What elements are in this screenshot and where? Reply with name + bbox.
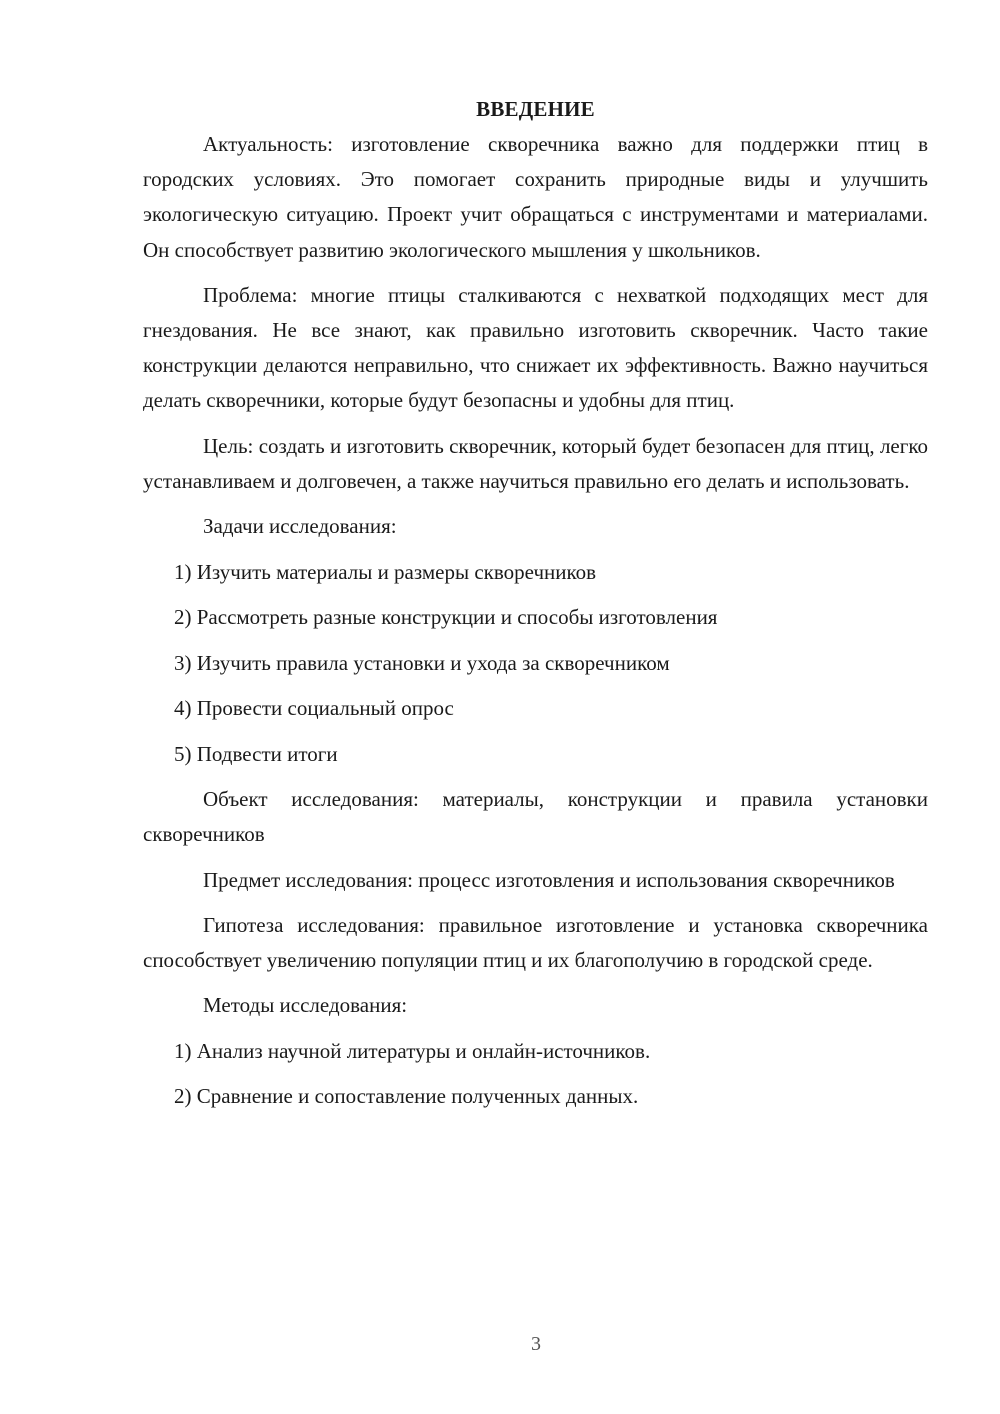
methods-title: Методы исследования: bbox=[203, 993, 408, 1018]
task-item: 5) Подвести итоги bbox=[174, 741, 338, 766]
goal-paragraph: Цель: создать и изготовить скворечник, который будет безопасен для птиц, легко устанавливаем и долговечен, а также научиться правильно его делать и использовать. bbox=[143, 433, 928, 493]
task-item: 4) Провести социальный опрос bbox=[174, 696, 454, 721]
method-item: 1) Анализ научной литературы и онлайн-источников. bbox=[174, 1038, 651, 1063]
relevance-paragraph: Актуальность: изготовление скворечника важно для поддержки птиц в городских условиях. Это помогает сохранить природные виды и улучшить экологическую ситуацию. Проект учит обращаться с инструментами и материалами. Он способствует развитию экологического мышления у школьников. bbox=[143, 132, 928, 262]
task-item: 1) Изучить материалы и размеры скворечников bbox=[174, 559, 597, 584]
section-heading: ВВЕДЕНИЕ bbox=[476, 97, 595, 121]
hypothesis-paragraph: Гипотеза исследования: правильное изготовление и установка скворечника способствует увеличению популяции птиц и их благополучию в городской среде. bbox=[143, 912, 928, 973]
subject-paragraph: Предмет исследования: процесс изготовления и использования скворечников bbox=[203, 867, 895, 892]
task-item: 2) Рассмотреть разные конструкции и способы изготовления bbox=[174, 605, 718, 630]
document-page bbox=[143, 92, 928, 1114]
tasks-title: Задачи исследования: bbox=[203, 514, 397, 539]
task-item: 3) Изучить правила установки и ухода за скворечником bbox=[174, 650, 670, 675]
object-paragraph: Объект исследования: материалы, конструкции и правила установки скворечников bbox=[143, 787, 928, 847]
page-number: 3 bbox=[531, 1333, 541, 1355]
problem-paragraph: Проблема: многие птицы сталкиваются с нехваткой подходящих мест для гнездования. Не все знают, как правильно изготовить скворечник. Часто такие конструкции делаются неправильно, что снижает их эффективность. Важно научиться делать скворечники, которые будут безопасны и удобны для птиц. bbox=[143, 282, 928, 413]
method-item: 2) Сравнение и сопоставление полученных данных. bbox=[174, 1084, 639, 1109]
